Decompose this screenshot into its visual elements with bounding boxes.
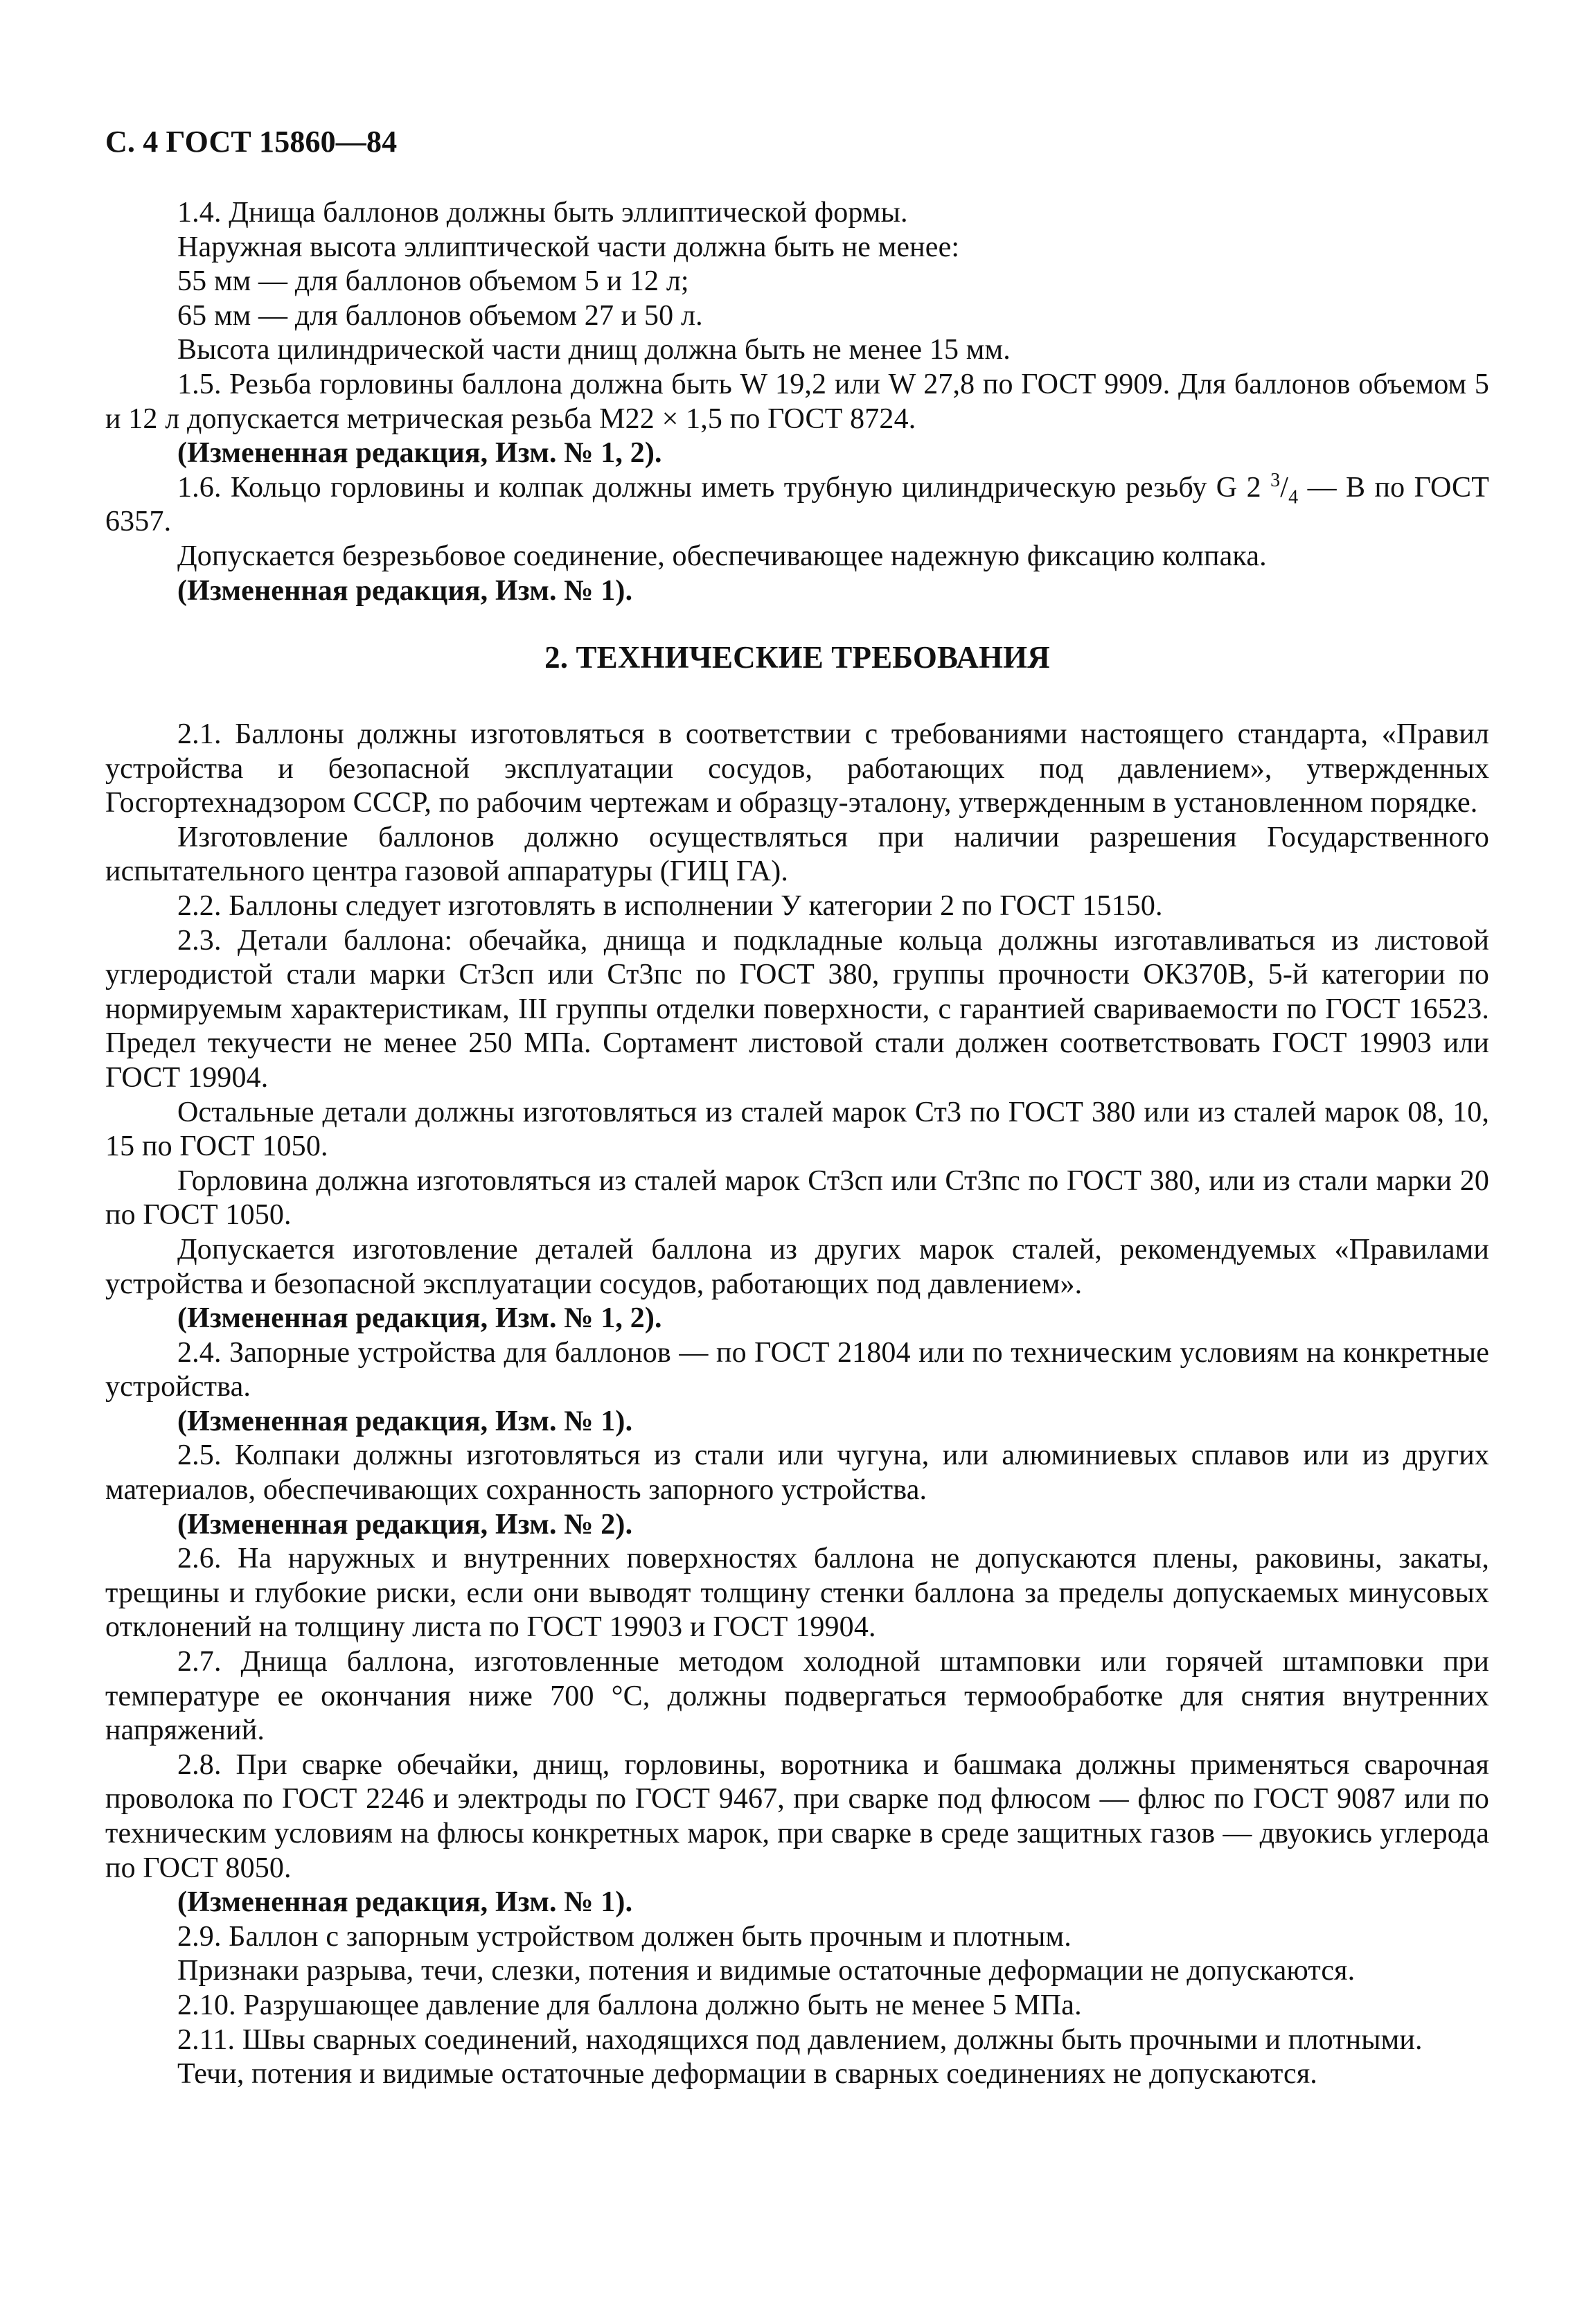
paragraph-2-3: 2.3. Детали баллона: обечайка, днища и подкладные кольца должны изготавливаться из листовой углеродистой стали марки Ст3сп или Ст3пс по ГОСТ 380, группы прочности ОК370В, 5-й категории по нормируемым характеристикам, III группы отделки поверхности, с гарантией свариваемости по ГОСТ 16523. Предел текучести не менее 250 МПа. Сортамент листовой стали должен соответствовать ГОСТ 19903 или ГОСТ 19904. (105, 924, 1489, 1094)
section-title: 2. ТЕХНИЧЕСКИЕ ТРЕБОВАНИЯ (544, 640, 1050, 675)
paragraph-2-11-leaks: Течи, потения и видимые остаточные деформации в сварных соединениях не допускаются. (177, 2058, 1317, 2091)
block-section-1 (105, 196, 1489, 608)
paragraph-2-10: 2.10. Разрушающее давление для баллона должно быть не менее 5 МПа. (177, 1989, 1082, 2021)
paragraph-1-5: 1.5. Резьба горловины баллона должна быть W 19,2 или W 27,8 по ГОСТ 9909. Для баллонов объемом 5 и 12 л допускается метрическая резьба М22 × 1,5 по ГОСТ 8724. (105, 368, 1489, 435)
paragraph-2-5: 2.5. Колпаки должны изготовляться из стали или чугуна, или алюминиевых сплавов или из других материалов, обеспечивающих сохранность запорного устройства. (105, 1439, 1489, 1507)
paragraph-2-7: 2.7. Днища баллона, изготовленные методом холодной штамповки или горячей штамповки при температуре ее окончания ниже 700 °С, должны подвергаться термообработке для снятия внутренних напряжений. (105, 1646, 1489, 1747)
paragraph-1-4-55mm: 55 мм — для баллонов объемом 5 и 12 л; (177, 265, 689, 298)
amendment-note: (Измененная редакция, Изм. № 1, 2). (177, 1302, 662, 1335)
paragraph-2-3-other-parts: Остальные детали должны изготовляться из сталей марок Ст3 по ГОСТ 380 или из сталей марок 08, 10, 15 по ГОСТ 1050. (105, 1096, 1489, 1163)
paragraph-1-4-height: Наружная высота эллиптической части должна быть не менее: (177, 231, 960, 263)
paragraph-2-4: 2.4. Запорные устройства для баллонов — по ГОСТ 21804 или по техническим условиям на конкретные устройства. (105, 1336, 1489, 1403)
paragraph-2-3-neck: Горловина должна изготовляться из сталей марок Ст3сп или Ст3пс по ГОСТ 380, или из стали марки 20 по ГОСТ 1050. (105, 1164, 1489, 1232)
paragraph-2-1: 2.1. Баллоны должны изготовляться в соответствии с требованиями настоящего стандарта, «Правил устройства и безопасной эксплуатации сосудов, работающих под давлением», утвержденных Госгортехнадзором СССР, по рабочим чертежам и образцу-эталону, утвержденным в установленном порядке. (105, 718, 1489, 819)
amendment-note: (Измененная редакция, Изм. № 2). (177, 1508, 633, 1541)
amendment-note: (Измененная редакция, Изм. № 1, 2). (177, 437, 662, 470)
paragraph-2-8: 2.8. При сварке обечайки, днищ, горловины, воротника и башмака должны применяться сварочная проволока по ГОСТ 2246 и электроды по ГОСТ 9467, при сварке под флюсом — флюс по ГОСТ 9087 или по техническим условиям на флюсы конкретных марок, при сварке в среде защитных газов — двуокись углерода по ГОСТ 8050. (105, 1748, 1489, 1884)
paragraph-1-6: 1.6. Кольцо горловины и колпак должны иметь трубную цилиндрическую резьбу G 2 $^3/_4$ — B по ГОСТ 6357. (105, 469, 1490, 538)
paragraph-2-11: 2.11. Швы сварных соединений, находящихся под давлением, должны быть прочными и плотными. (177, 2023, 1423, 2056)
paragraph-2-9-signs: Признаки разрыва, течи, слезки, потения и видимые остаточные деформации не допускаются. (177, 1955, 1356, 1987)
paragraph-1-6-threadless: Допускается безрезьбовое соединение, обеспечивающее надежную фиксацию колпака. (177, 540, 1267, 572)
paragraph-2-3-other-steels: Допускается изготовление деталей баллона из других марок сталей, рекомендуемых «Правилами устройства и безопасной эксплуатации сосудов, работающих под давлением». (105, 1233, 1489, 1300)
fraction-denominator: 4 (1288, 486, 1299, 508)
page-header: С. 4 ГОСТ 15860—84 (105, 125, 398, 159)
paragraph-1-4: 1.4. Днища баллонов должны быть эллиптической формы. (177, 197, 908, 229)
paragraph-1-6-text-b: — B по ГОСТ 6357. (105, 471, 1490, 538)
paragraph-1-6-text-a: 1.6. Кольцо горловины и колпак должны иметь трубную цилиндрическую резьбу G 2 (177, 471, 1271, 504)
paragraph-1-4-65mm: 65 мм — для баллонов объемом 27 и 50 л. (177, 299, 703, 332)
paragraph-2-2: 2.2. Баллоны следует изготовлять в исполнении У категории 2 по ГОСТ 15150. (177, 889, 1163, 922)
block-section-2 (105, 718, 1489, 2092)
paragraph-2-1-permit: Изготовление баллонов должно осуществляться при наличии разрешения Государственного испытательного центра газовой аппаратуры (ГИЦ ГА). (105, 821, 1489, 888)
amendment-note: (Измененная редакция, Изм. № 1). (177, 1886, 633, 1919)
paragraph-2-9: 2.9. Баллон с запорным устройством должен быть прочным и плотным. (177, 1920, 1072, 1953)
fraction-numerator: 3 (1270, 469, 1281, 491)
amendment-note: (Измененная редакция, Изм. № 1). (177, 1405, 633, 1437)
amendment-note: (Измененная редакция, Изм. № 1). (177, 574, 633, 607)
paragraph-2-6: 2.6. На наружных и внутренних поверхностях баллона не допускаются плены, раковины, закаты, трещины и глубокие риски, если они выводят толщину стенки баллона за пределы допускаемых минусовых отклонений на толщину листа по ГОСТ 19903 и ГОСТ 19904. (105, 1543, 1489, 1644)
paragraph-1-4-cylinder: Высота цилиндрической части днищ должна быть не менее 15 мм. (177, 334, 1011, 366)
